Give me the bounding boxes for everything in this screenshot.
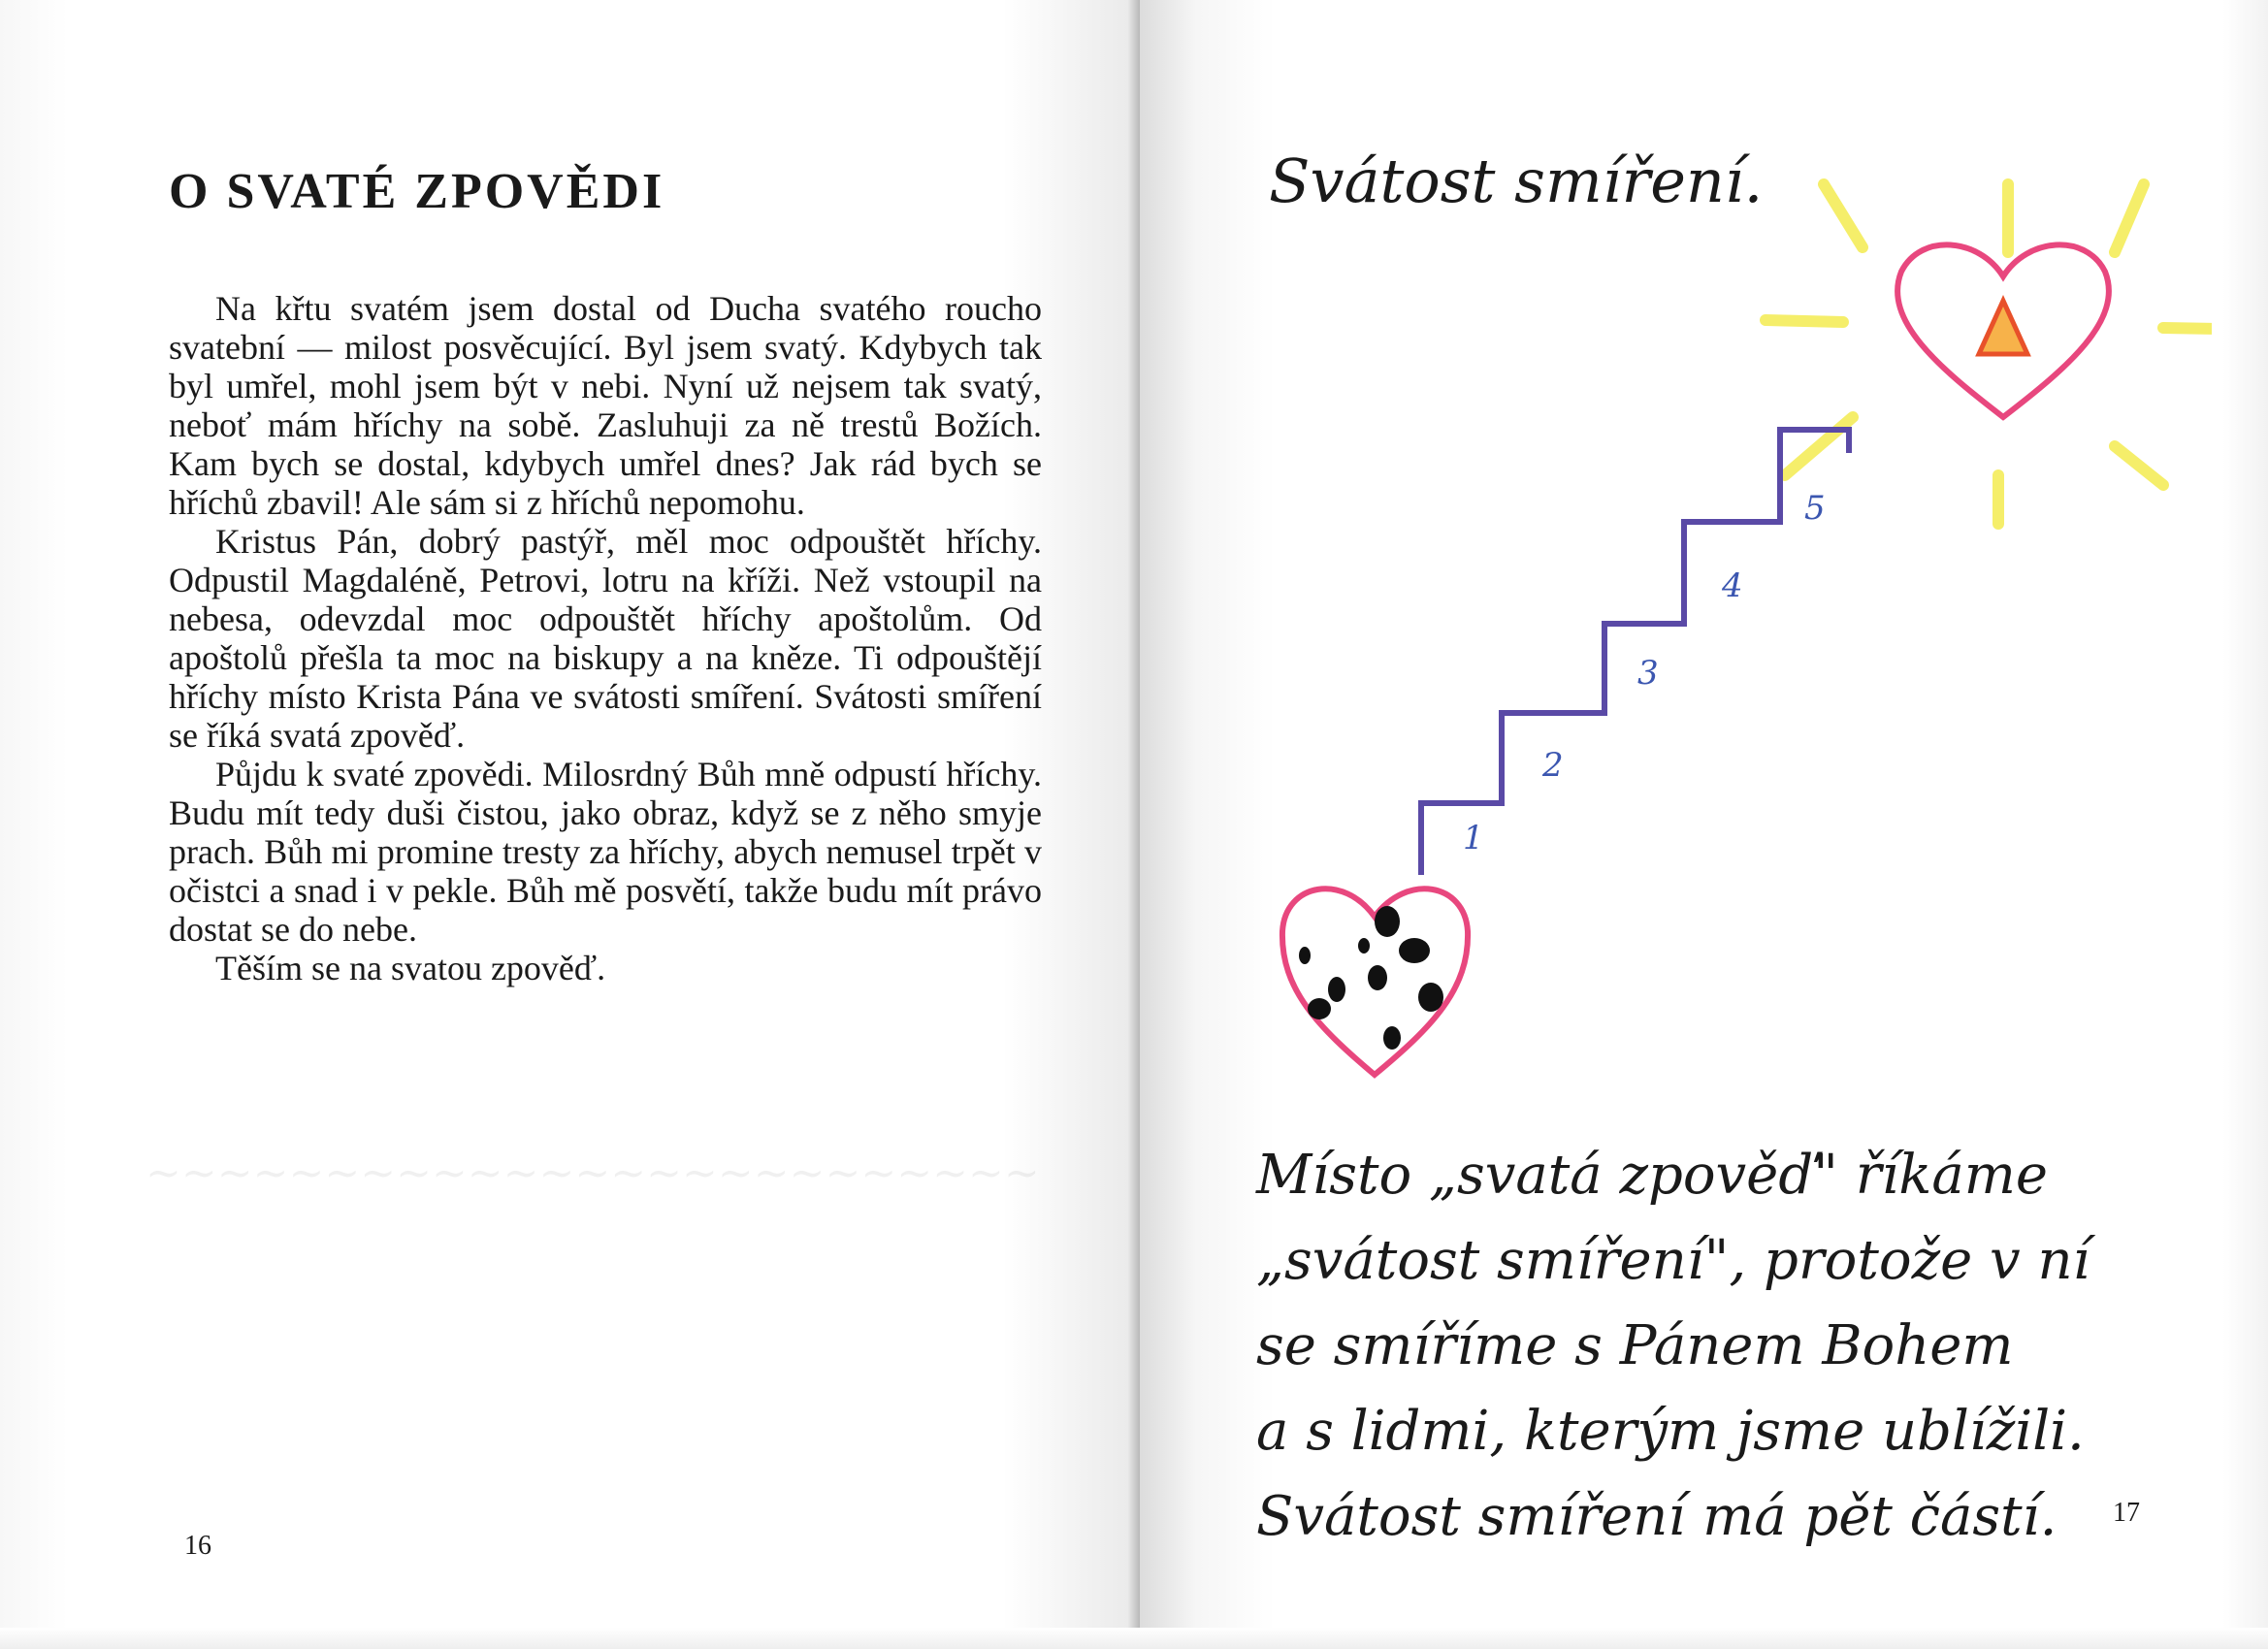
step-number-4: 4 bbox=[1722, 566, 1743, 605]
paragraph-3: Půjdu k svaté zpovědi. Milosrdný Bůh mně odpustí hříchy. Budu mít tedy duši čistou, jako obraz, když se z něho smyje prach. Bůh mi promine tresty za hříchy, abych nemusel trpět v očistci a snad i v pekle. Bůh mě posvětí, takže budu mít právo dostat se do nebe. bbox=[169, 755, 1042, 949]
handwritten-line-3: se smíříme s Pánem Bohem bbox=[1256, 1314, 2014, 1377]
paragraph-1: Na křtu svatém jsem dostal od Ducha svatého roucho svatební — milost posvěcující. Byl jsem svatý. Kdybych tak byl umřel, mohl jsem být v nebi. Nyní už nejsem tak svatý, neboť mám hříchy na sobě. Zasluhuji za ně trestů Božích. Kam bych se dostal, kdybych umřel dnes? Jak rád bych se hříchů zbavil! Ale sám si z hříchů nepomohu. bbox=[169, 289, 1042, 522]
step-number-5: 5 bbox=[1804, 489, 1826, 528]
step-number-2: 2 bbox=[1542, 746, 1564, 785]
paragraph-2: Kristus Pán, dobrý pastýř, měl moc odpouštět hříchy. Odpustil Magdaléně, Petrovi, lotru na kříži. Než vstoupil na nebesa, odevzdal moc odpouštět hříchy apoštolům. Od apoštolů přešla ta moc na biskupy a na kněze. Ti odpouštějí hříchy místo Krista Pána ve svátosti smíření. Svátosti smíření se říká svatá zpověď. bbox=[169, 522, 1042, 755]
handwritten-line-4: a s lidmi, kterým jsme ublížili. bbox=[1256, 1400, 2085, 1463]
handwritten-text bbox=[1256, 1133, 2090, 1560]
page-bottom-edge bbox=[0, 1628, 2268, 1649]
handwritten-line-1: Místo „svatá zpověď" říkáme bbox=[1256, 1144, 2048, 1207]
step-number-3: 3 bbox=[1637, 654, 1659, 693]
page-number-left: 16 bbox=[184, 1531, 211, 1561]
handwritten-line-2: „svátost smíření", protože v ní bbox=[1256, 1229, 2090, 1292]
handwritten-line-5: Svátost smíření má pět částí. bbox=[1256, 1485, 2057, 1548]
page-number-right: 17 bbox=[2113, 1498, 2140, 1528]
handwritten-title: Svátost smíření. bbox=[1269, 146, 1764, 216]
step-number-1: 1 bbox=[1463, 819, 1484, 857]
page-title: O SVATÉ ZPOVĚDI bbox=[169, 164, 665, 219]
body-text bbox=[169, 289, 1042, 987]
triangle-icon bbox=[1979, 301, 2027, 354]
paragraph-4: Těším se na svatou zpověď. bbox=[215, 949, 606, 987]
confession-illustration bbox=[1261, 155, 2212, 1106]
staircase bbox=[1421, 430, 1849, 875]
bleed-through-left: ~~~~~~~~~~~~~~~~~~~~~~~~~ bbox=[146, 1148, 1040, 1198]
